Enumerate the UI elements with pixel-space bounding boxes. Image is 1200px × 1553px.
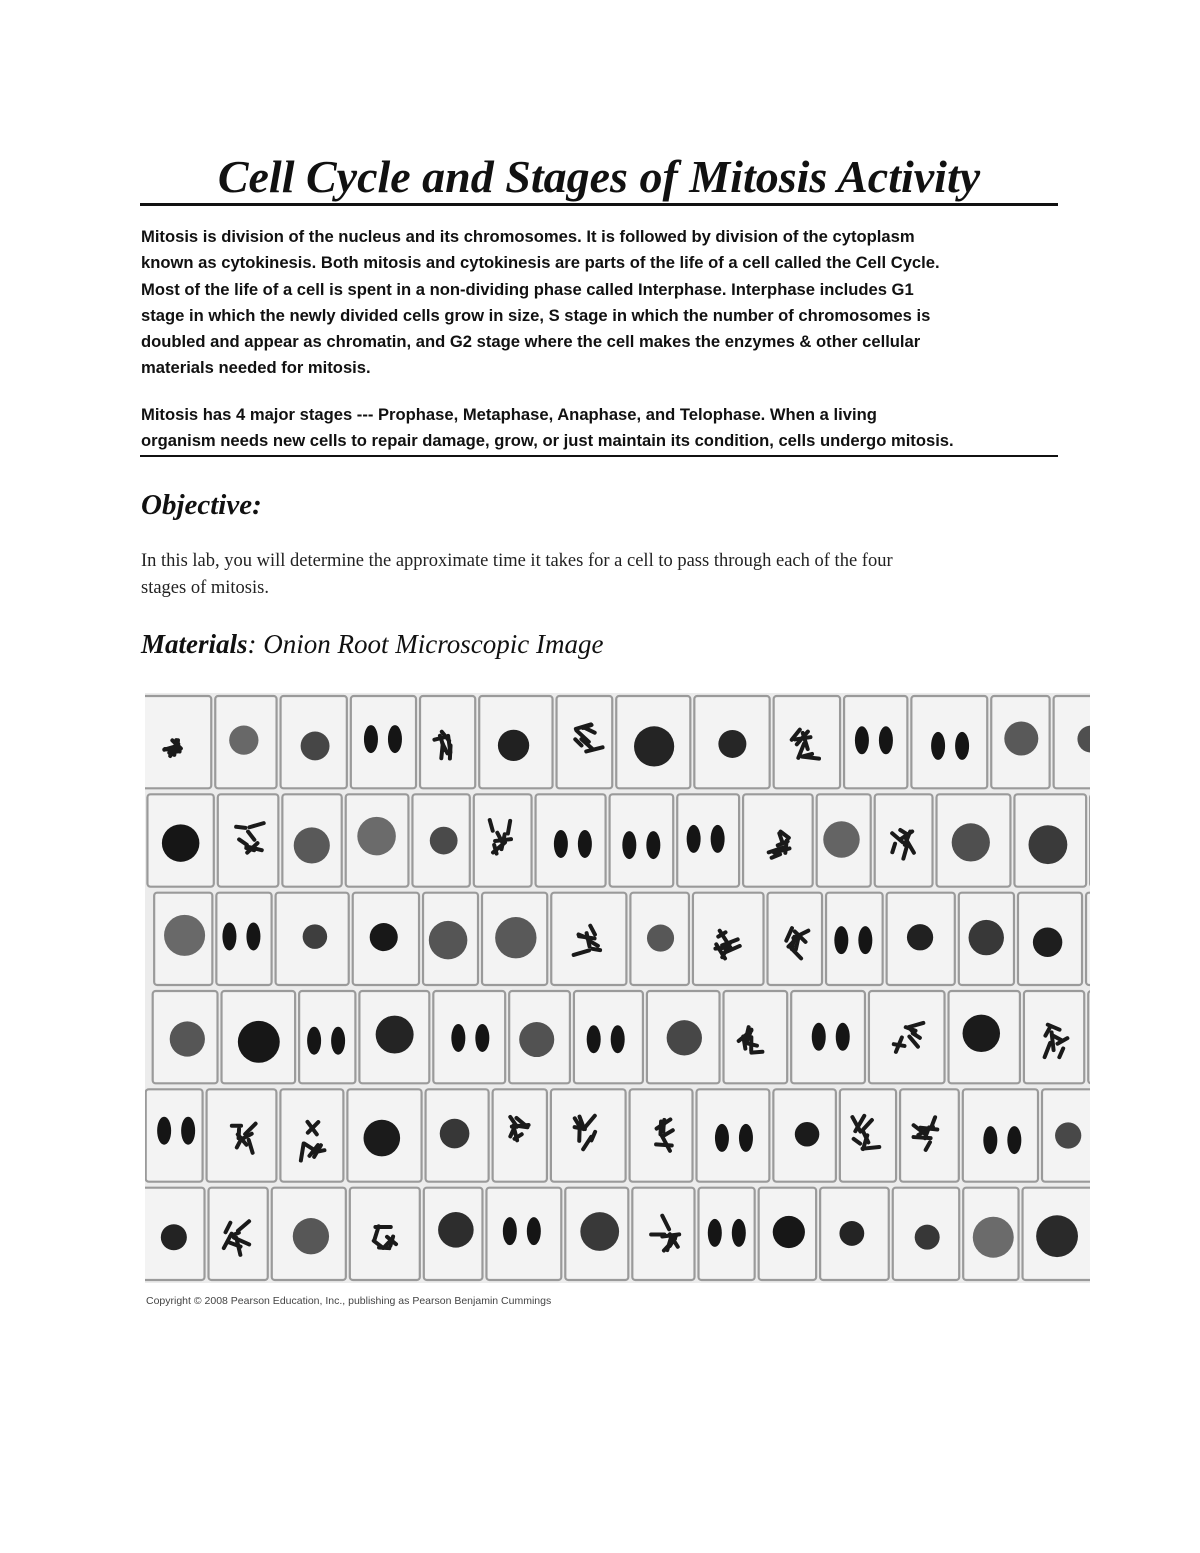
daughter-nucleus xyxy=(732,1219,746,1247)
cell-wall xyxy=(280,1089,343,1181)
objective-line: stages of mitosis. xyxy=(141,577,269,598)
cell-wall xyxy=(844,696,907,788)
daughter-nucleus xyxy=(739,1124,753,1152)
cell-wall xyxy=(574,991,643,1083)
objective-text xyxy=(141,548,1059,601)
nucleus xyxy=(438,1212,474,1248)
daughter-nucleus xyxy=(307,1027,321,1055)
daughter-nucleus xyxy=(587,1025,601,1053)
chromosome xyxy=(579,1123,580,1141)
chromosome xyxy=(579,936,595,938)
nucleus xyxy=(952,823,990,861)
cell-wall xyxy=(791,991,865,1083)
nucleus xyxy=(161,1224,187,1250)
stages-line: organism needs new cells to repair damage, grow, or just maintain its condition, cells undergo mitosis. xyxy=(141,431,954,451)
page-title: Cell Cycle and Stages of Mitosis Activity xyxy=(217,151,981,202)
cell-wall xyxy=(724,991,788,1083)
nucleus xyxy=(430,827,458,855)
nucleus xyxy=(795,1122,820,1147)
nucleus xyxy=(647,925,674,952)
nucleus xyxy=(170,1021,205,1056)
micrograph-image xyxy=(145,693,1090,1283)
daughter-nucleus xyxy=(834,926,848,954)
nucleus xyxy=(301,731,330,760)
stages-line: Mitosis has 4 major stages --- Prophase, Metaphase, Anaphase, and Telophase. When a living xyxy=(141,404,877,424)
cell-wall xyxy=(699,1188,755,1280)
nucleus xyxy=(973,1217,1014,1258)
chromosome xyxy=(914,1137,931,1138)
chromosome xyxy=(587,933,590,946)
materials-line xyxy=(141,627,603,661)
nucleus xyxy=(303,924,328,949)
nucleus xyxy=(823,821,859,857)
chromosome xyxy=(450,746,451,759)
nucleus xyxy=(773,1216,805,1248)
nucleus xyxy=(1004,722,1038,756)
nucleus xyxy=(969,920,1004,955)
nucleus xyxy=(1036,1215,1078,1257)
nucleus xyxy=(667,1020,702,1055)
chromosome xyxy=(592,949,600,950)
daughter-nucleus xyxy=(554,830,568,858)
nucleus xyxy=(364,1120,401,1157)
chromosome xyxy=(508,821,510,834)
chromosome xyxy=(1052,1032,1054,1050)
objective-line: In this lab, you will determine the approximate time it takes for a cell to pass through each of the four xyxy=(141,551,893,571)
nucleus xyxy=(164,915,205,956)
daughter-nucleus xyxy=(708,1219,722,1247)
daughter-nucleus xyxy=(931,732,945,760)
cell-wall xyxy=(743,794,813,886)
cell-wall xyxy=(900,1089,959,1181)
chromosome xyxy=(236,827,245,828)
daughter-nucleus xyxy=(858,926,872,954)
nucleus xyxy=(1029,825,1068,864)
nucleus xyxy=(357,817,396,856)
chromosome xyxy=(892,844,895,853)
materials-text: : Onion Root Microscopic Image xyxy=(247,629,604,659)
intro-line: known as cytokinesis. Both mitosis and cytokinesis are parts of the life of a cell called the Cell Cycle. xyxy=(141,253,940,273)
daughter-nucleus xyxy=(955,732,969,760)
intro-line: Mitosis is division of the nucleus and its chromosomes. It is followed by division of the cytoplasm xyxy=(141,227,915,246)
cell-wall xyxy=(350,1188,420,1280)
intro-underline xyxy=(140,455,1058,457)
cell-wall xyxy=(1088,991,1090,1083)
chromosome xyxy=(656,1144,672,1145)
nucleus xyxy=(429,921,468,960)
cell-wall xyxy=(1086,893,1090,985)
nucleus xyxy=(376,1016,414,1054)
materials-heading: Materials xyxy=(141,629,248,659)
chromosome xyxy=(583,725,592,728)
chromosome xyxy=(246,848,254,850)
nucleus xyxy=(519,1022,554,1057)
daughter-nucleus xyxy=(812,1023,826,1051)
nucleus xyxy=(498,730,529,761)
daughter-nucleus xyxy=(388,725,402,753)
daughter-nucleus xyxy=(622,831,636,859)
cell-wall xyxy=(911,696,987,788)
nucleus xyxy=(718,730,746,758)
nucleus xyxy=(839,1221,864,1246)
title-underline xyxy=(140,203,1058,206)
daughter-nucleus xyxy=(157,1117,171,1145)
daughter-nucleus xyxy=(181,1117,195,1145)
daughter-nucleus xyxy=(222,922,236,950)
nucleus xyxy=(370,923,398,951)
daughter-nucleus xyxy=(836,1023,850,1051)
intro-line: Most of the life of a cell is spent in a non-dividing phase called Interphase. Interphase includes G1 xyxy=(141,279,914,299)
chromosome xyxy=(796,938,798,949)
daughter-nucleus xyxy=(331,1027,345,1055)
chromosome xyxy=(751,1052,762,1053)
onion-root-micrograph xyxy=(145,693,1090,1283)
chromosome xyxy=(301,1143,304,1160)
nucleus xyxy=(495,917,536,958)
daughter-nucleus xyxy=(475,1024,489,1052)
cell-wall xyxy=(963,1089,1038,1181)
cell-wall xyxy=(536,794,606,886)
daughter-nucleus xyxy=(527,1217,541,1245)
cell-wall xyxy=(693,893,764,985)
nucleus xyxy=(162,824,200,862)
nucleus xyxy=(907,924,933,950)
cell-wall xyxy=(610,794,674,886)
nucleus xyxy=(963,1015,1000,1052)
intro-line: doubled and appear as chromatin, and G2 stage where the cell makes the enzymes & other cellular xyxy=(141,332,921,352)
daughter-nucleus xyxy=(611,1025,625,1053)
daughter-nucleus xyxy=(451,1024,465,1052)
daughter-nucleus xyxy=(687,825,701,853)
nucleus xyxy=(580,1212,619,1251)
daughter-nucleus xyxy=(983,1126,997,1154)
cell-wall xyxy=(351,696,416,788)
cell-wall xyxy=(207,1089,277,1181)
nucleus xyxy=(634,726,674,766)
daughter-nucleus xyxy=(503,1217,517,1245)
nucleus xyxy=(293,1218,329,1254)
daughter-nucleus xyxy=(578,830,592,858)
nucleus xyxy=(915,1225,940,1250)
cell-wall xyxy=(551,1089,626,1181)
cell-wall xyxy=(218,794,279,886)
intro-section xyxy=(141,224,1059,454)
nucleus xyxy=(238,1021,280,1063)
daughter-nucleus xyxy=(715,1124,729,1152)
cell-wall xyxy=(486,1188,561,1280)
figure-copyright: Copyright © 2008 Pearson Education, Inc., publishing as Pearson Benjamin Cummings xyxy=(146,1295,552,1307)
daughter-nucleus xyxy=(646,831,660,859)
daughter-nucleus xyxy=(855,726,869,754)
nucleus xyxy=(440,1119,470,1149)
chromosome xyxy=(802,757,819,759)
daughter-nucleus xyxy=(246,922,260,950)
daughter-nucleus xyxy=(711,825,725,853)
nucleus xyxy=(229,725,258,754)
cell-wall xyxy=(433,991,505,1083)
objective-heading: Objective: xyxy=(141,489,262,521)
intro-line: stage in which the newly divided cells grow in size, S stage in which the number of chromosomes is xyxy=(141,305,931,325)
daughter-nucleus xyxy=(364,725,378,753)
nucleus xyxy=(294,827,330,863)
cell-wall xyxy=(869,991,945,1083)
intro-line: materials needed for mitosis. xyxy=(141,358,371,378)
chromosome xyxy=(660,1122,661,1135)
daughter-nucleus xyxy=(1007,1126,1021,1154)
cell-wall xyxy=(677,794,739,886)
nucleus xyxy=(1033,928,1062,957)
cell-wall xyxy=(697,1089,770,1181)
daughter-nucleus xyxy=(879,726,893,754)
chromosome xyxy=(379,1248,389,1249)
nucleus xyxy=(1055,1122,1081,1148)
